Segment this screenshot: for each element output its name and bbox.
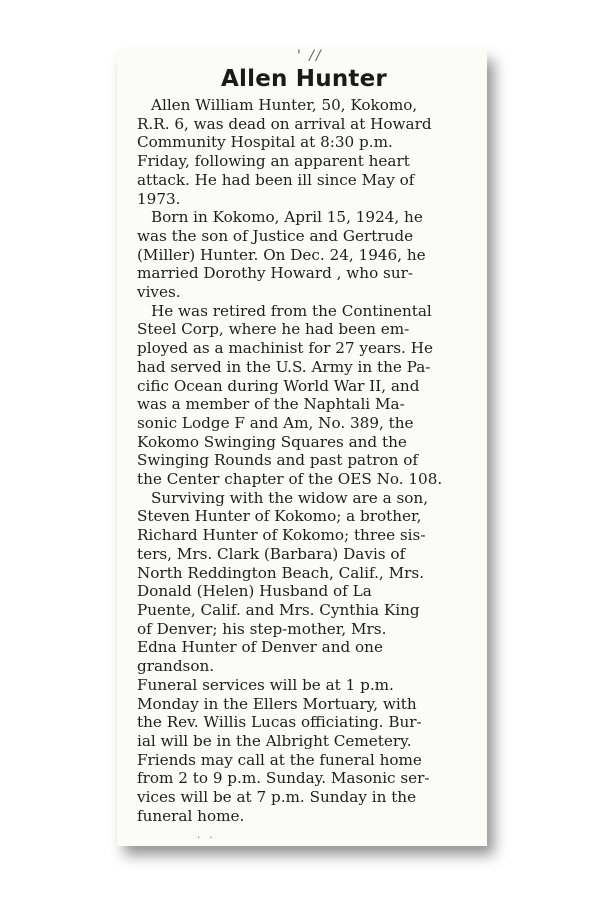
text-line: of Denver; his step-mother, Mrs. [137, 619, 387, 638]
text-line: Richard Hunter of Kokomo; three sis- [137, 526, 426, 545]
paragraph-death-notice [137, 96, 471, 208]
text-line: grandson. [137, 657, 215, 676]
text-line: Allen William Hunter, 50, Kokomo, [151, 96, 418, 114]
text-line: Monday in the Ellers Mortuary, with [137, 694, 417, 713]
text-line: was a member of the Naphtali Ma- [137, 395, 405, 414]
paragraph-survivors [137, 489, 471, 676]
text-line: sonic Lodge F and Am, No. 389, the [137, 413, 414, 432]
text-line: (Miller) Hunter. On Dec. 24, 1946, he [137, 245, 426, 264]
text-line: ial will be in the Albright Cemetery. [137, 731, 412, 750]
text-line: had served in the U.S. Army in the Pa- [137, 357, 431, 376]
text-line: cific Ocean during World War II, and [137, 376, 420, 395]
text-line: Puente, Calif. and Mrs. Cynthia King [137, 600, 420, 619]
text-line: Swinging Rounds and past patron of [137, 451, 418, 470]
text-line: Born in Kokomo, April 15, 1924, he [151, 208, 423, 227]
text-line: ters, Mrs. Clark (Barbara) Davis of [137, 544, 406, 563]
text-line: funeral home. [137, 806, 245, 825]
text-line: Donald (Helen) Husband of La [137, 582, 372, 601]
obituary-title: Allen Hunter [221, 66, 387, 92]
text-line: ployed as a machinist for 27 years. He [137, 339, 433, 358]
text-line: 1973. [137, 189, 181, 208]
paragraph-career [137, 302, 471, 489]
text-line: vices will be at 7 p.m. Sunday in the [137, 788, 417, 807]
text-line: from 2 to 9 p.m. Sunday. Masonic ser- [137, 769, 430, 788]
obituary-clipping [117, 48, 487, 846]
text-line: He was retired from the Continental [151, 301, 432, 320]
paragraph-services [137, 676, 471, 826]
text-line: vives. [137, 283, 181, 302]
text-line: Friday, following an apparent heart [137, 152, 410, 171]
corner-pen-mark: ' // [297, 48, 323, 64]
text-line: was the son of Justice and Gertrude [137, 226, 414, 245]
text-line: Kokomo Swinging Squares and the [137, 432, 407, 451]
text-line: attack. He had been ill since May of [137, 170, 415, 189]
text-line: North Reddington Beach, Calif., Mrs. [137, 563, 425, 582]
text-line: the Center chapter of the OES No. 108. [137, 470, 443, 489]
torn-edge-marks: · · [197, 833, 216, 844]
paragraph-birth-marriage [137, 208, 471, 302]
text-line: Steel Corp, where he had been em- [137, 320, 410, 339]
text-line: Community Hospital at 8:30 p.m. [137, 133, 393, 152]
text-line: Friends may call at the funeral home [137, 750, 422, 769]
text-line: R.R. 6, was dead on arrival at Howard [137, 114, 432, 133]
text-line: Steven Hunter of Kokomo; a brother, [137, 507, 422, 526]
text-line: married Dorothy Howard , who sur- [137, 264, 414, 283]
text-line: Funeral services will be at 1 p.m. [137, 675, 394, 694]
text-line: Edna Hunter of Denver and one [137, 638, 383, 657]
text-line: the Rev. Willis Lucas officiating. Bur- [137, 713, 422, 732]
text-line: Surviving with the widow are a son, [151, 488, 429, 507]
